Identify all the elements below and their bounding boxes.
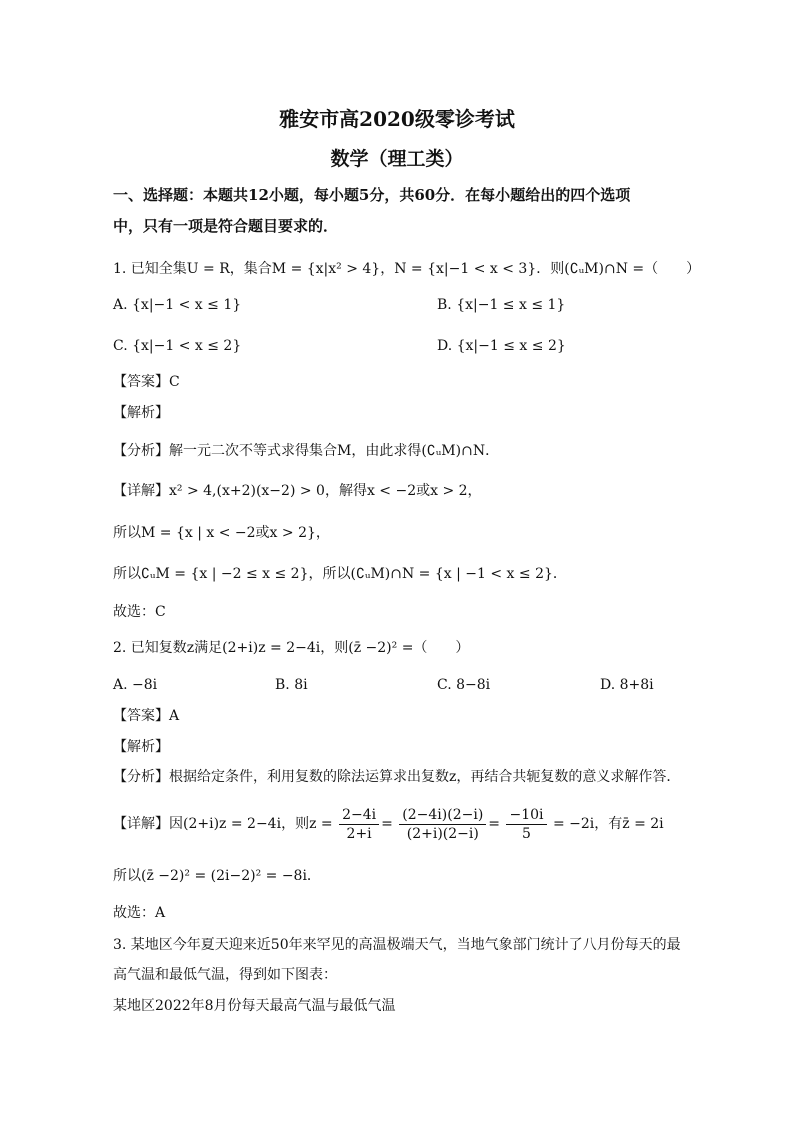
q1-option-d: D. {x|−1 ≤ x ≤ 2} bbox=[437, 338, 566, 354]
fraction-2 bbox=[399, 806, 486, 843]
q2-option-b: B. 8i bbox=[275, 677, 308, 693]
q2-stem: 2. 已知复数z满足(2+i)z = 2−4i，则(z̄ −2)² =（ ） bbox=[113, 640, 470, 656]
q1-stem: 1. 已知全集U = R，集合M = {x|x² > 4}，N = {x|−1 < x < 3}．则(∁ᵤM)∩N =（ ） bbox=[113, 261, 701, 277]
fraction-1-numerator: 2−4i bbox=[339, 806, 379, 825]
q1-choice: 故选：C bbox=[113, 604, 166, 620]
page-subtitle: 数学（理工类） bbox=[330, 148, 464, 170]
q1-detail-line2: 所以M = {x | x < −2或x > 2}， bbox=[113, 525, 330, 541]
q2-fenxi: 【分析】根据给定条件，利用复数的除法运算求出复数z，再结合共轭复数的意义求解作答． bbox=[113, 769, 681, 785]
q2-answer: 【答案】A bbox=[113, 708, 180, 724]
q1-answer: 【答案】C bbox=[113, 374, 180, 390]
fraction-2-denominator: (2+i)(2−i) bbox=[406, 825, 479, 842]
q3-line3: 某地区2022年8月份每天最高气温与最低气温 bbox=[113, 998, 396, 1014]
q1-detail: 【详解】x² > 4,(x+2)(x−2) > 0，解得x < −2或x > 2， bbox=[113, 483, 482, 499]
fraction-1-denominator: 2+i bbox=[346, 825, 372, 842]
q2-analysis-label: 【解析】 bbox=[113, 739, 169, 755]
q2-detail-post: = −2i，有z̄ = 2i bbox=[552, 816, 664, 832]
page-title: 雅安市高2020级零诊考试 bbox=[279, 107, 515, 131]
section-heading-line1: 一、选择题：本题共12小题，每小题5分，共60分．在每小题给出的四个选项 bbox=[113, 186, 631, 204]
section-heading-line2: 中，只有一项是符合题目要求的． bbox=[113, 217, 339, 235]
q1-option-a: A. {x|−1 < x ≤ 1} bbox=[113, 297, 242, 313]
q1-option-b: B. {x|−1 ≤ x ≤ 1} bbox=[437, 297, 566, 313]
fraction-3-numerator: −10i bbox=[506, 806, 546, 825]
q2-detail: 【详解】因(2+i)z = 2−4i，则z = $\frac{2-4i}{2+i}$ = $\frac{(2-4i)(2-i)}{(2+i)(2-i)}$ = $\frac{-10i}{5}$ = −2i，有z̄ = 2i bbox=[113, 806, 664, 842]
q1-option-c: C. {x|−1 < x ≤ 2} bbox=[113, 338, 242, 354]
q1-analysis-label: 【解析】 bbox=[113, 405, 169, 421]
fraction-1 bbox=[339, 806, 379, 843]
fraction-3-denominator: 5 bbox=[522, 825, 531, 842]
q3-line2: 高气温和最低气温，得到如下图表： bbox=[113, 967, 337, 983]
q2-option-d: D. 8+8i bbox=[600, 677, 654, 693]
q2-detail-line2: 所以(z̄ −2)² = (2i−2)² = −8i． bbox=[113, 868, 321, 884]
q3-line1: 3. 某地区今年夏天迎来近50年来罕见的高温极端天气，当地气象部门统计了八月份每天的最 bbox=[113, 937, 681, 953]
q2-detail-pre: 【详解】因(2+i)z = 2−4i，则z = bbox=[113, 816, 333, 832]
fraction-2-numerator: (2−4i)(2−i) bbox=[399, 806, 486, 825]
q1-fenxi: 【分析】解一元二次不等式求得集合M，由此求得(∁ᵤM)∩N． bbox=[113, 443, 500, 459]
q2-choice: 故选：A bbox=[113, 905, 166, 921]
q2-option-c: C. 8−8i bbox=[437, 677, 491, 693]
q1-detail-line3: 所以∁ᵤM = {x | −2 ≤ x ≤ 2}，所以(∁ᵤM)∩N = {x | −1 < x ≤ 2}． bbox=[113, 566, 567, 582]
fraction-3 bbox=[506, 806, 546, 843]
q2-option-a: A. −8i bbox=[113, 677, 158, 693]
